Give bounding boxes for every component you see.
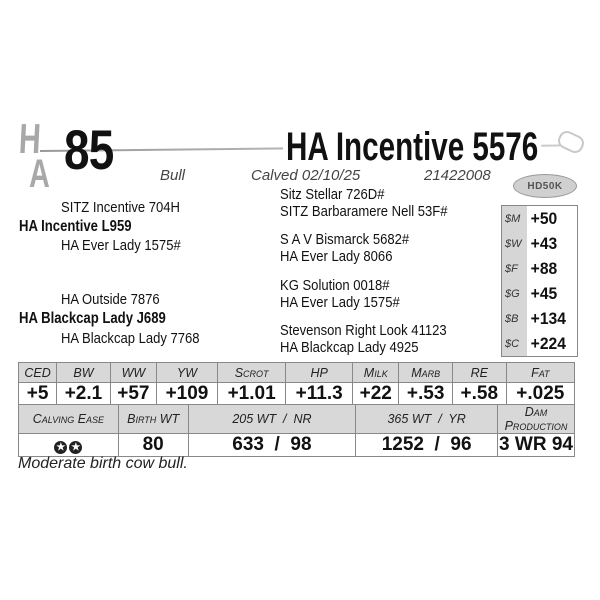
sire-dam: HA Ever Lady 1575# [61, 238, 181, 254]
index-label-c: $C [505, 337, 520, 350]
ggp-7: Stevenson Right Look 41123 [280, 323, 447, 339]
dam-production-value: 3 WR 94 [499, 434, 573, 455]
ggp-4: HA Ever Lady 8066 [280, 249, 393, 265]
index-label-w: $W [505, 237, 522, 250]
ggp-2: SITZ Barbaramere Nell 53F# [280, 204, 448, 220]
sire-sire: SITZ Incentive 704H [61, 200, 180, 216]
index-value-w: +43 [530, 233, 558, 253]
epd-value-ced: +5 [19, 383, 57, 406]
epd-value-re: +.58 [452, 383, 506, 406]
index-label-g: $G [505, 287, 520, 300]
epd-value-scrot: +1.01 [217, 383, 285, 406]
header-365wt-yr: 365 WT / YR [356, 405, 498, 434]
comment-text: Moderate birth cow bull. [18, 455, 188, 472]
dam-sire: HA Outside 7876 [61, 292, 160, 308]
animal-sex: Bull [160, 167, 186, 184]
index-value-g: +45 [530, 283, 558, 303]
epd-header-marb: Marb [399, 363, 453, 383]
ggp-3: S A V Bismarck 5682# [280, 232, 410, 248]
index-panel [501, 205, 578, 357]
epd-header-milk: Milk [353, 363, 399, 383]
performance-value-row [19, 434, 575, 457]
hd50k-badge: HD50K [513, 174, 577, 198]
ggp-5: KG Solution 0018# [280, 278, 390, 294]
birth-wt-value: 80 [118, 434, 188, 457]
epd-value-yw: +109 [157, 383, 218, 406]
ggp-8: HA Blackcap Lady 4925 [280, 340, 419, 356]
brand-logo [14, 115, 54, 196]
index-label-f: $F [505, 262, 518, 275]
epd-header-hp: HP [286, 363, 353, 383]
star-icon: ★ [54, 441, 67, 454]
registration-number: 21422008 [424, 167, 491, 184]
epd-header-fat: Fat [506, 363, 574, 383]
index-value-m: +50 [530, 208, 558, 228]
wt205-nr-value: 633 / 98 [188, 434, 356, 457]
performance-table [18, 404, 575, 457]
animal-name: HA Incentive 5576 [283, 127, 541, 167]
brand-letter-a: A [29, 152, 50, 196]
wt365-yr-value: 1252 / 96 [356, 434, 498, 457]
dam: HA Blackcap Lady J689 [19, 310, 166, 327]
epd-value-row [19, 383, 575, 406]
header-birth-wt: Birth WT [118, 405, 188, 434]
brand-letter-h: H [17, 115, 42, 162]
calving-ease-stars [19, 434, 119, 457]
performance-header-row [19, 405, 575, 434]
index-value-b: +134 [530, 308, 566, 328]
lot-number: 85 [64, 118, 114, 181]
epd-value-fat: +.025 [506, 383, 574, 406]
epd-header-bw: BW [57, 363, 111, 383]
ggp-6: HA Ever Lady 1575# [280, 295, 400, 311]
header-205wt-nr: 205 WT / NR [188, 405, 356, 434]
epd-header-scrot: Scrot [217, 363, 285, 383]
epd-value-bw: +2.1 [57, 383, 111, 406]
epd-value-hp: +11.3 [286, 383, 353, 406]
index-label-b: $B [505, 312, 519, 325]
epd-header-yw: YW [157, 363, 218, 383]
ggp-1: Sitz Stellar 726D# [280, 187, 385, 203]
rope-loop-icon [555, 128, 586, 155]
calved-date: Calved 02/10/25 [251, 167, 361, 184]
epd-header-row [19, 363, 575, 383]
epd-header-ww: WW [110, 363, 156, 383]
epd-value-marb: +.53 [399, 383, 453, 406]
epd-table [18, 362, 575, 406]
star-icon: ★ [69, 441, 82, 454]
epd-header-ced: CED [19, 363, 57, 383]
epd-value-ww: +57 [110, 383, 156, 406]
index-value-c: +224 [530, 333, 566, 353]
epd-header-re: RE [452, 363, 506, 383]
dam-dam: HA Blackcap Lady 7768 [61, 331, 200, 347]
sire: HA Incentive L959 [19, 218, 132, 235]
index-value-f: +88 [530, 258, 558, 278]
index-label-m: $M [505, 212, 521, 225]
epd-value-milk: +22 [353, 383, 399, 406]
header-calving-ease: Calving Ease [19, 405, 119, 434]
header-dam-production: Dam Production [498, 405, 575, 434]
